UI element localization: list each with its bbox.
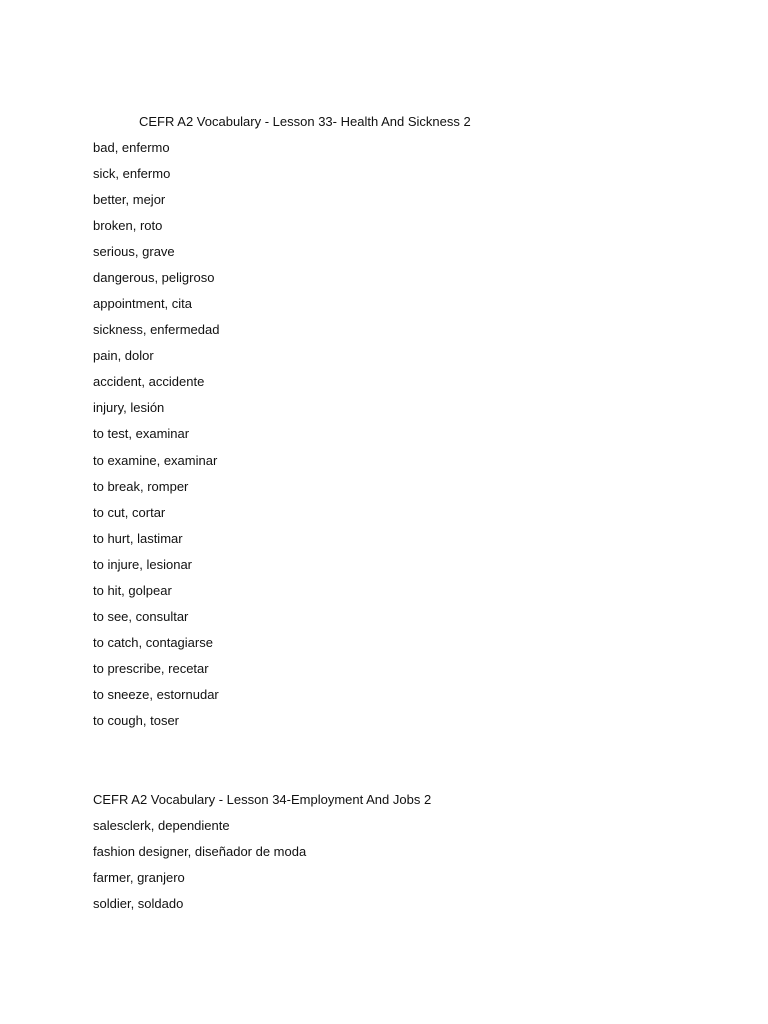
vocab-item: accident, accidente	[93, 374, 205, 389]
vocab-item: injury, lesión	[93, 400, 165, 415]
vocab-item: bad, enfermo	[93, 140, 170, 155]
vocab-item: to cough, toser	[93, 713, 179, 728]
vocab-item: to injure, lesionar	[93, 557, 192, 572]
vocab-item: farmer, granjero	[93, 870, 185, 885]
lesson-33-title: CEFR A2 Vocabulary - Lesson 33- Health And Sickness 2	[139, 114, 471, 129]
vocab-item: soldier, soldado	[93, 896, 184, 911]
vocab-item: better, mejor	[93, 192, 166, 207]
vocab-item: to sneeze, estornudar	[93, 687, 219, 702]
vocab-item: sick, enfermo	[93, 166, 171, 181]
vocab-item: sickness, enfermedad	[93, 322, 220, 337]
vocab-item: to see, consultar	[93, 609, 189, 624]
vocab-item: serious, grave	[93, 244, 175, 259]
vocab-item: salesclerk, dependiente	[93, 818, 230, 833]
vocab-item: to hurt, lastimar	[93, 531, 183, 546]
vocab-item: broken, roto	[93, 218, 163, 233]
vocab-item: pain, dolor	[93, 348, 154, 363]
vocab-item: to cut, cortar	[93, 505, 166, 520]
vocab-item: fashion designer, diseñador de moda	[93, 844, 307, 859]
vocab-item: to test, examinar	[93, 426, 190, 441]
vocab-item: appointment, cita	[93, 296, 193, 311]
vocab-item: dangerous, peligroso	[93, 270, 215, 285]
vocab-item: to examine, examinar	[93, 453, 218, 468]
vocab-item: to prescribe, recetar	[93, 661, 209, 676]
vocab-item: to catch, contagiarse	[93, 635, 213, 650]
vocab-item: to hit, golpear	[93, 583, 172, 598]
lesson-34-title: CEFR A2 Vocabulary - Lesson 34-Employment And Jobs 2	[93, 792, 432, 807]
vocab-item: to break, romper	[93, 479, 189, 494]
